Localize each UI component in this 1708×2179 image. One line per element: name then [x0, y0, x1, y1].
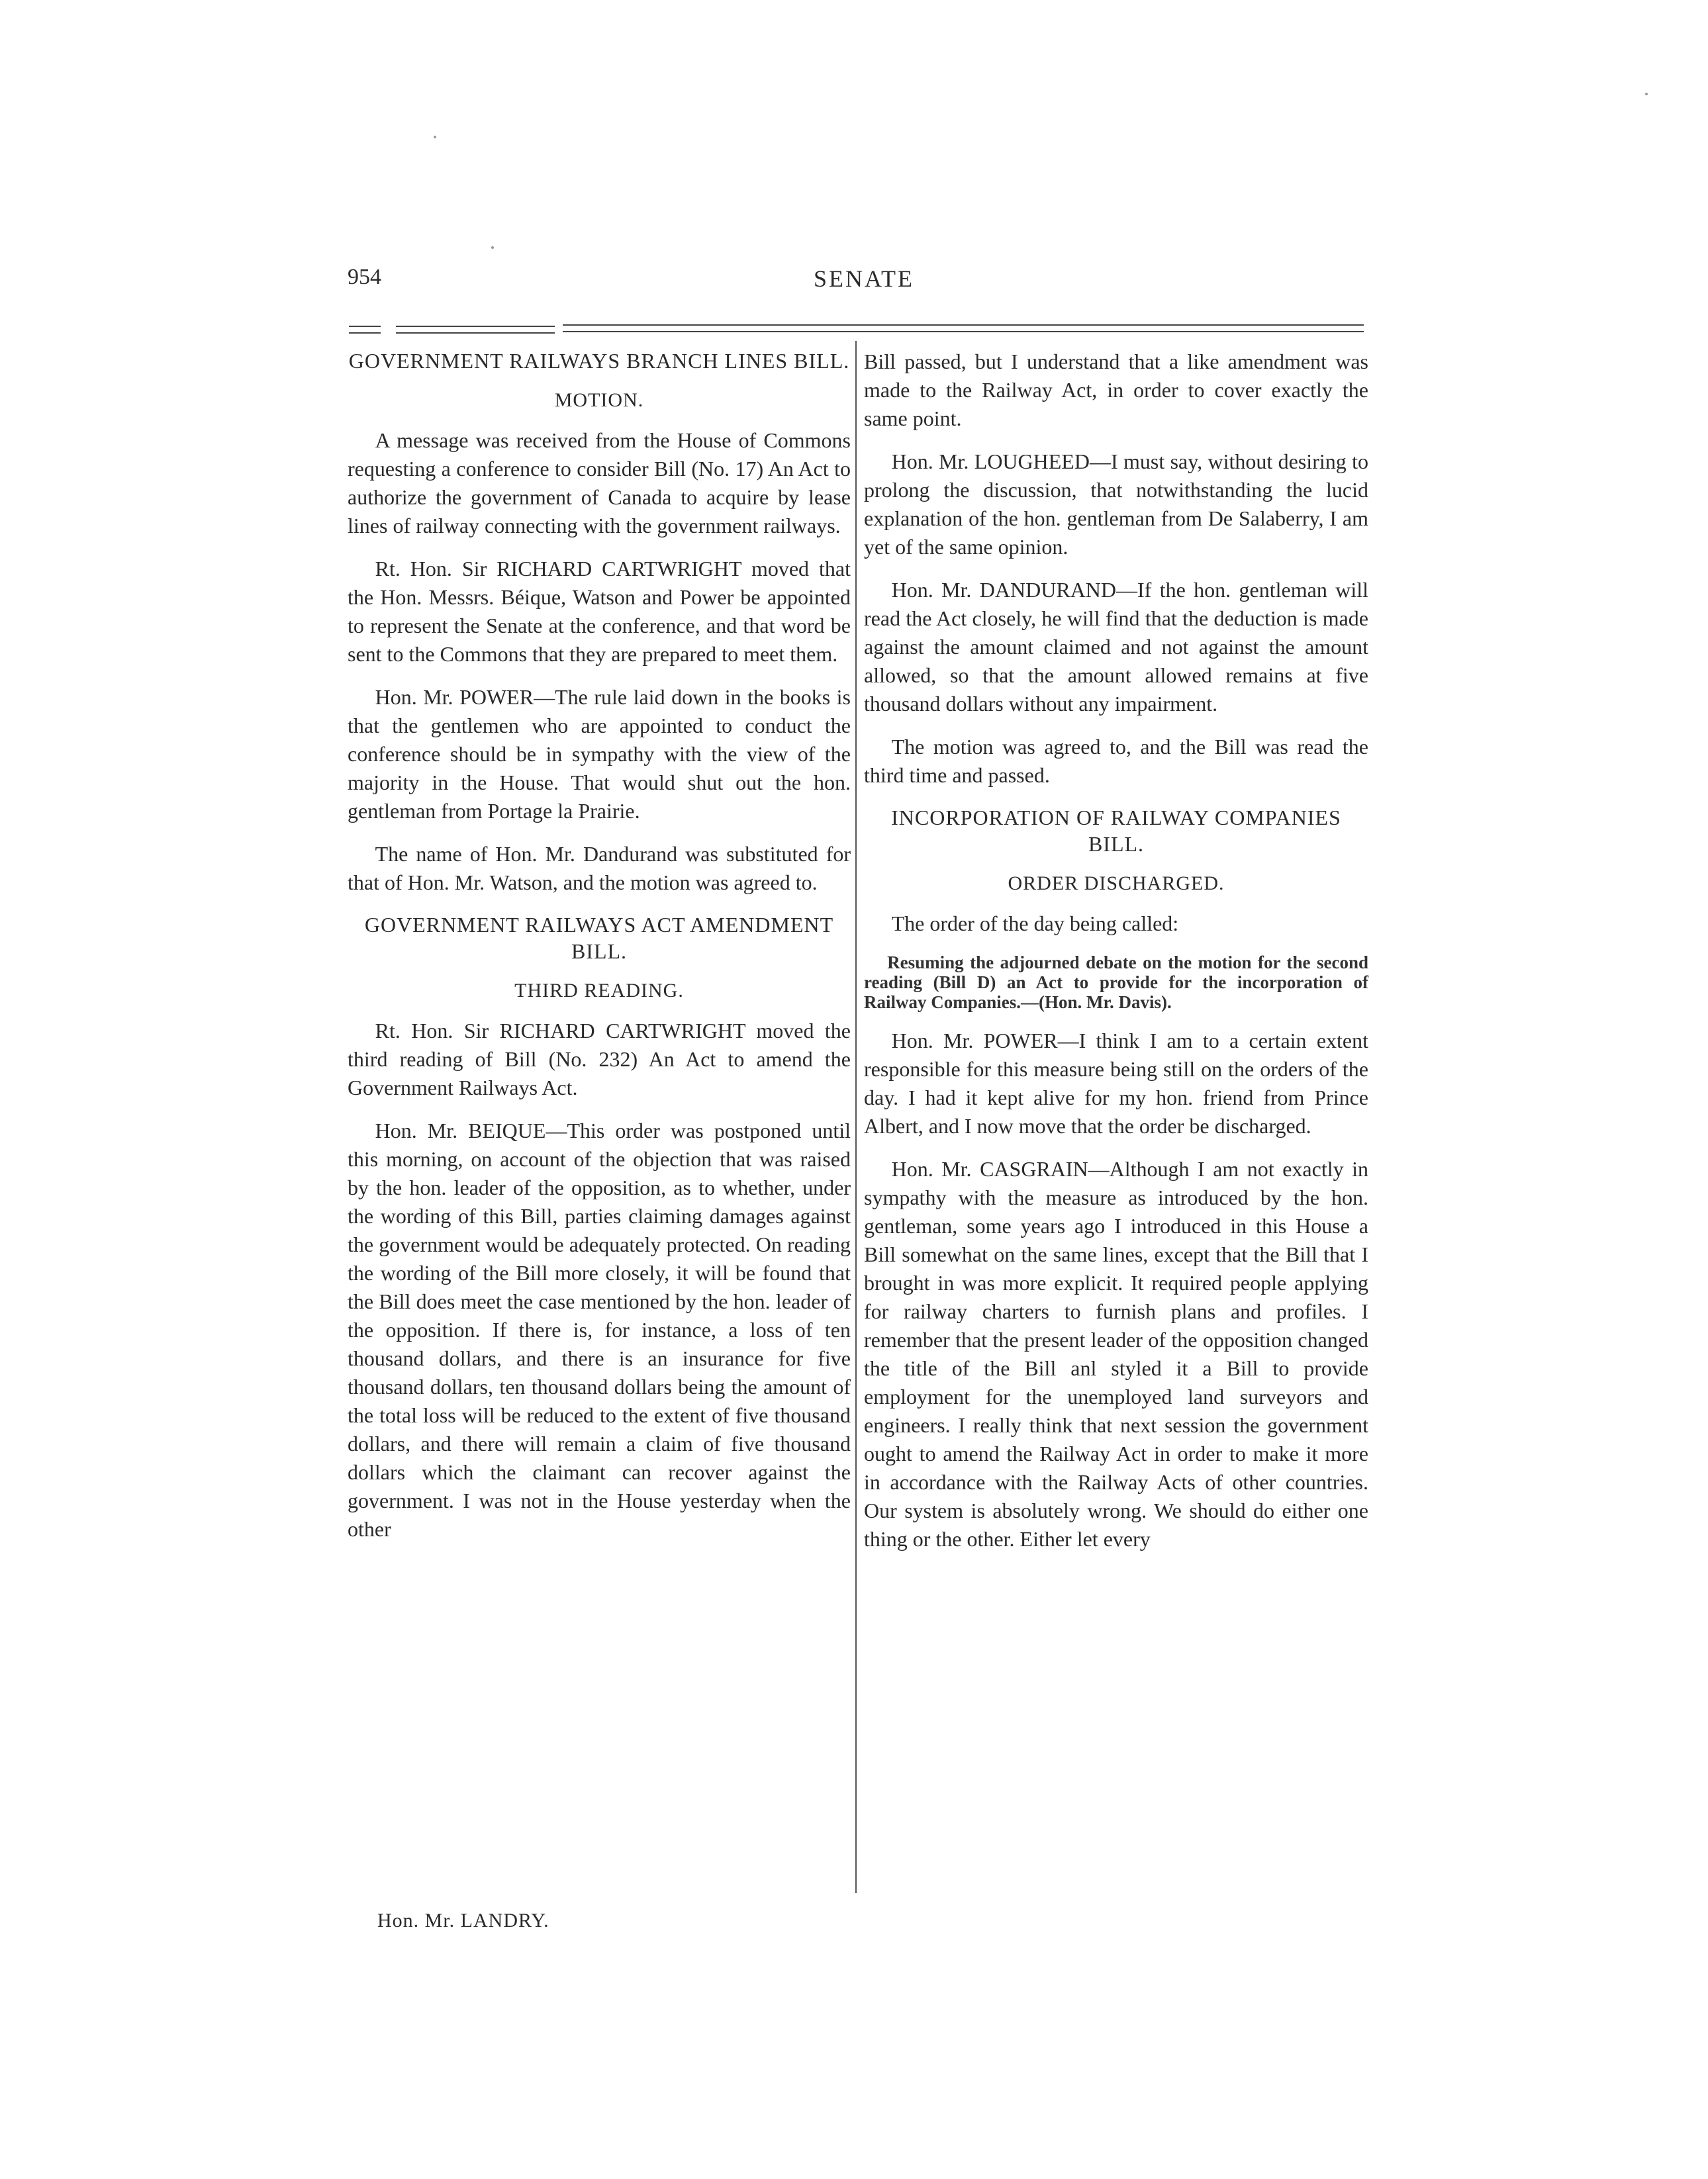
header-rule	[563, 324, 1364, 326]
paragraph: Bill passed, but I understand that a like amendment was made to the Railway Act, in order to cover exactly the same point.	[864, 349, 1368, 430]
quoted-order: Resuming the adjourned debate on the motion for the second reading (Bill D) an Act to provide for the incorporation of Railway Companies.—(Hon. Mr. Davis).	[864, 952, 1368, 1012]
paragraph: Rt. Hon. Sir RICHARD CARTWRIGHT moved that the Hon. Messrs. Béique, Watson and Power be appointed to represent the Senate at the conference, and that word be sent to the Commons that they are prepared to meet them.	[348, 557, 851, 666]
paragraph: The name of Hon. Mr. Dandurand was substituted for that of Hon. Mr. Watson, and the motion was agreed to.	[348, 842, 851, 894]
paragraph: Hon. Mr. POWER—I think I am to a certain extent responsible for this measure being still on the orders of the day. I had it kept alive for my hon. friend from Prince Albert, and I now move that the order be discharged.	[864, 1029, 1368, 1138]
running-head-text: SENATE	[814, 265, 914, 292]
header-rule	[563, 331, 1364, 332]
right-column	[864, 348, 1368, 1568]
header-rule	[349, 332, 381, 334]
paragraph: The motion was agreed to, and the Bill was read the third time and passed.	[864, 735, 1368, 787]
paragraph: A message was received from the House of Commons requesting a conference to consider Bill (No. 17) An Act to authorize the government of Canada to acquire by lease lines of railway connecting with the government railways.	[348, 428, 851, 537]
section-subheading: THIRD READING.	[514, 980, 684, 1001]
header-rule	[396, 332, 555, 334]
page-number: 954	[348, 265, 381, 289]
scan-speck	[1645, 93, 1648, 95]
column-divider	[855, 341, 857, 1893]
left-column	[348, 348, 851, 1558]
scan-speck	[491, 246, 494, 249]
paragraph: Hon. Mr. BEIQUE—This order was postponed until this morning, on account of the objection that was raised by the hon. leader of the opposition, as to whether, under the wording of this Bill, parties claiming damages against the government would be adequately protected. On reading the wording of the Bill more closely, it will be found that the Bill does meet the case mentioned by the hon. leader of the opposition. If there is, for instance, a loss of ten thousand dollars, and there is an insurance for five thousand dollars, ten thousand dollars being the amount of the total loss will be reduced to the extent of five thousand dollars, and there will remain a claim of five thousand dollars which the claimant can recover against the government. I was not in the House yesterday when the other	[348, 1119, 851, 1541]
paragraph: Hon. Mr. CASGRAIN—Although I am not exactly in sympathy with the measure as introduced by the hon. gentleman, some years ago I introduced in this House a Bill somewhat on the same lines, except that the Bill that I brought in was more explicit. It required people applying for railway charters to furnish plans and profiles. I remember that the present leader of the opposition changed the title of the Bill anl styled it a Bill to provide employment for the unemployed land surveyors and engineers. I really think that next session the government ought to amend the Railway Act in order to make it more in accordance with the Railway Acts of other countries. Our system is absolutely wrong. We should do either one thing or the other. Either let every	[864, 1157, 1368, 1551]
section-subheading: MOTION.	[554, 389, 644, 411]
header-rule	[396, 326, 555, 327]
paragraph: The order of the day being called:	[891, 911, 1179, 935]
paragraph: Hon. Mr. DANDURAND—If the hon. gentleman will read the Act closely, he will find that the deduction is made against the amount claimed and not against the amount allowed, so that the amount allowed remains at five thousand dollars without any impairment.	[864, 578, 1368, 716]
section-subheading: ORDER DISCHARGED.	[1008, 872, 1225, 894]
scan-speck	[434, 136, 436, 138]
section-heading: INCORPORATION OF RAILWAY COMPANIES BILL.	[891, 806, 1341, 856]
footer-speaker: Hon. Mr. LANDRY.	[377, 1910, 549, 1931]
section-heading: GOVERNMENT RAILWAYS BRANCH LINES BILL.	[348, 349, 850, 373]
paragraph: Hon. Mr. POWER—The rule laid down in the books is that the gentlemen who are appointed to conduct the conference should be in sympathy with the view of the majority in the House. That would shut out the hon. gentleman from Portage la Prairie.	[348, 685, 851, 823]
header-rule	[349, 326, 381, 327]
section-heading: GOVERNMENT RAILWAYS ACT AMENDMENT BILL.	[364, 913, 834, 963]
paragraph: Rt. Hon. Sir RICHARD CARTWRIGHT moved the third reading of Bill (No. 232) An Act to amend the Government Railways Act.	[348, 1019, 851, 1099]
running-head	[0, 265, 1708, 293]
paragraph: Hon. Mr. LOUGHEED—I must say, without desiring to prolong the discussion, that notwithstanding the lucid explanation of the hon. gentleman from De Salaberry, I am yet of the same opinion.	[864, 449, 1368, 559]
